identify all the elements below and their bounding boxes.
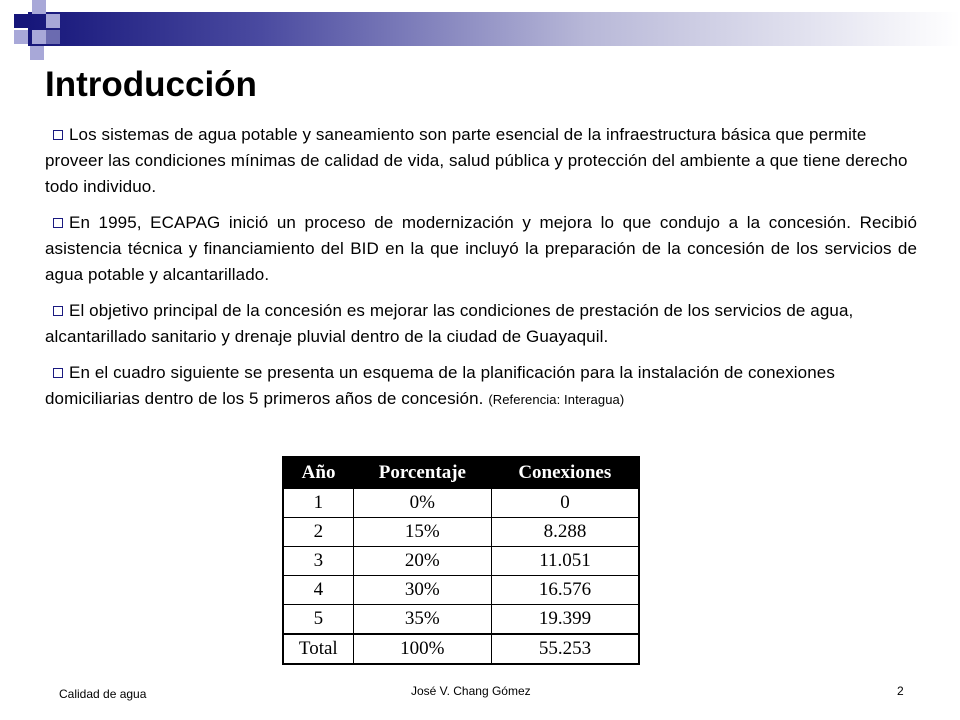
- paragraph-text: Los sistemas de agua potable y saneamiento son parte esencial de la infraestructura básica que permite proveer las condiciones mínimas de calidad de vida, salud pública y protección del ambiente a que tiene derecho todo individuo.: [45, 125, 908, 196]
- header-percentage: Porcentaje: [353, 457, 491, 489]
- cell-percentage: 20%: [353, 547, 491, 576]
- cell-connections: 16.576: [492, 576, 639, 605]
- square-bullet-icon: [53, 368, 63, 378]
- slide-body: [45, 122, 917, 423]
- header-square-decoration: [32, 0, 46, 14]
- header-square-decoration: [46, 30, 60, 44]
- cell-connections: 0: [492, 489, 639, 518]
- connections-table: [282, 456, 640, 665]
- header-connections: Conexiones: [492, 457, 639, 489]
- cell-connections: 11.051: [492, 547, 639, 576]
- cell-connections: 8.288: [492, 518, 639, 547]
- square-bullet-icon: [53, 218, 63, 228]
- header-square-decoration: [14, 14, 28, 28]
- header-square-decoration: [30, 46, 44, 60]
- paragraph-text: En el cuadro siguiente se presenta un esquema de la planificación para la instalación de conexiones domiciliarias dentro de los 5 primeros años de concesión.: [45, 363, 835, 408]
- cell-percentage: 100%: [353, 634, 491, 664]
- header-square-decoration: [14, 30, 28, 44]
- cell-year: 3: [283, 547, 353, 576]
- table-total-row: [283, 634, 639, 664]
- footer-course-name: Calidad de agua: [59, 687, 147, 701]
- cell-year: 2: [283, 518, 353, 547]
- reference-note: (Referencia: Interagua): [488, 392, 625, 407]
- slide-title: Introducción: [45, 65, 257, 104]
- table-header-row: [283, 457, 639, 489]
- table-row: [283, 489, 639, 518]
- header-square-decoration: [46, 14, 60, 28]
- cell-percentage: 30%: [353, 576, 491, 605]
- cell-year: Total: [283, 634, 353, 664]
- cell-percentage: 35%: [353, 605, 491, 635]
- table-row: [283, 605, 639, 635]
- header-gradient-bar: [28, 12, 960, 46]
- square-bullet-icon: [53, 130, 63, 140]
- bullet-paragraph: [45, 210, 917, 288]
- footer-page-number: 2: [897, 684, 904, 698]
- footer-author: José V. Chang Gómez: [411, 684, 531, 698]
- paragraph-text: En 1995, ECAPAG inició un proceso de modernización y mejora lo que condujo a la concesión. Recibió asistencia técnica y financiamiento del BID en la que incluyó la preparación de la concesión de los servicios de agua potable y alcantarillado.: [45, 213, 917, 284]
- cell-year: 5: [283, 605, 353, 635]
- paragraph-text: El objetivo principal de la concesión es mejorar las condiciones de prestación de los servicios de agua, alcantarillado sanitario y drenaje pluvial dentro de la ciudad de Guayaquil.: [45, 301, 854, 346]
- cell-year: 1: [283, 489, 353, 518]
- cell-connections: 19.399: [492, 605, 639, 635]
- table-row: [283, 576, 639, 605]
- header-year: Año: [283, 457, 353, 489]
- bullet-paragraph: [45, 298, 917, 350]
- cell-connections: 55.253: [492, 634, 639, 664]
- cell-percentage: 15%: [353, 518, 491, 547]
- square-bullet-icon: [53, 306, 63, 316]
- table-row: [283, 518, 639, 547]
- cell-year: 4: [283, 576, 353, 605]
- bullet-paragraph: [45, 122, 917, 200]
- table-row: [283, 547, 639, 576]
- header-square-decoration: [32, 30, 46, 44]
- bullet-paragraph: [45, 360, 917, 413]
- cell-percentage: 0%: [353, 489, 491, 518]
